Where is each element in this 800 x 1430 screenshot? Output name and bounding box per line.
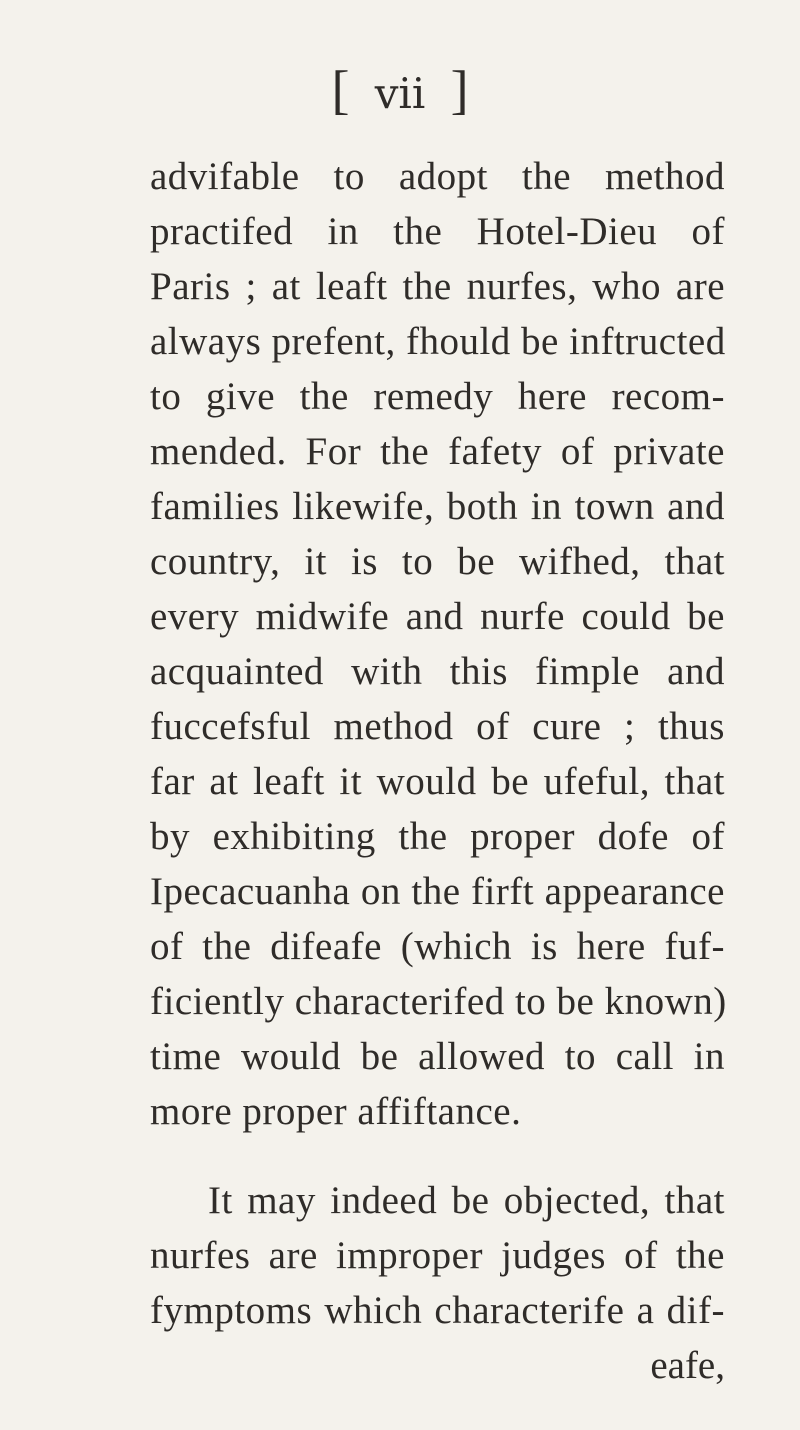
text-line: practifed in the Hotel-Dieu of [150, 210, 725, 253]
text-line: families likewife, both in town and [150, 485, 725, 528]
text-line: every midwife and nurfe could be [150, 595, 725, 638]
paragraph-1 [150, 149, 725, 1139]
text-line: Ipecacuanha on the firft appearance [150, 870, 725, 913]
text-line: far at leaft it would be ufeful, that [150, 760, 725, 803]
text-line: It may indeed be objected, that [208, 1179, 725, 1222]
text-line: to give the remedy here recom- [150, 375, 725, 418]
text-line: fymptoms which characterife a dif- [150, 1289, 725, 1332]
text-line: nurfes are improper judges of the [150, 1234, 725, 1277]
text-line: by exhibiting the proper dofe of [150, 815, 725, 858]
header-open-bracket: [ [331, 60, 350, 120]
header-close-bracket: ] [450, 60, 469, 120]
text-line: fuccefsful method of cure ; thus [150, 705, 725, 748]
text-line: more proper affiftance. [150, 1090, 522, 1133]
catchword: eafe, [650, 1344, 725, 1387]
text-line: ficiently characterifed to be known) [150, 980, 727, 1023]
text-line: advifable to adopt the method [150, 155, 725, 198]
text-line: country, it is to be wifhed, that [150, 540, 725, 583]
paragraph-2 [150, 1173, 725, 1338]
page-header [0, 60, 800, 124]
text-line: always prefent, fhould be inftructed [150, 320, 726, 363]
text-line: time would be allowed to call in [150, 1035, 725, 1078]
text-line: acquainted with this fimple and [150, 650, 725, 693]
text-line: mended. For the fafety of private [150, 430, 725, 473]
text-line: Paris ; at leaft the nurfes, who are [150, 265, 725, 308]
text-line: of the difeafe (which is here fuf- [150, 925, 725, 968]
page-number: vii [374, 69, 426, 118]
